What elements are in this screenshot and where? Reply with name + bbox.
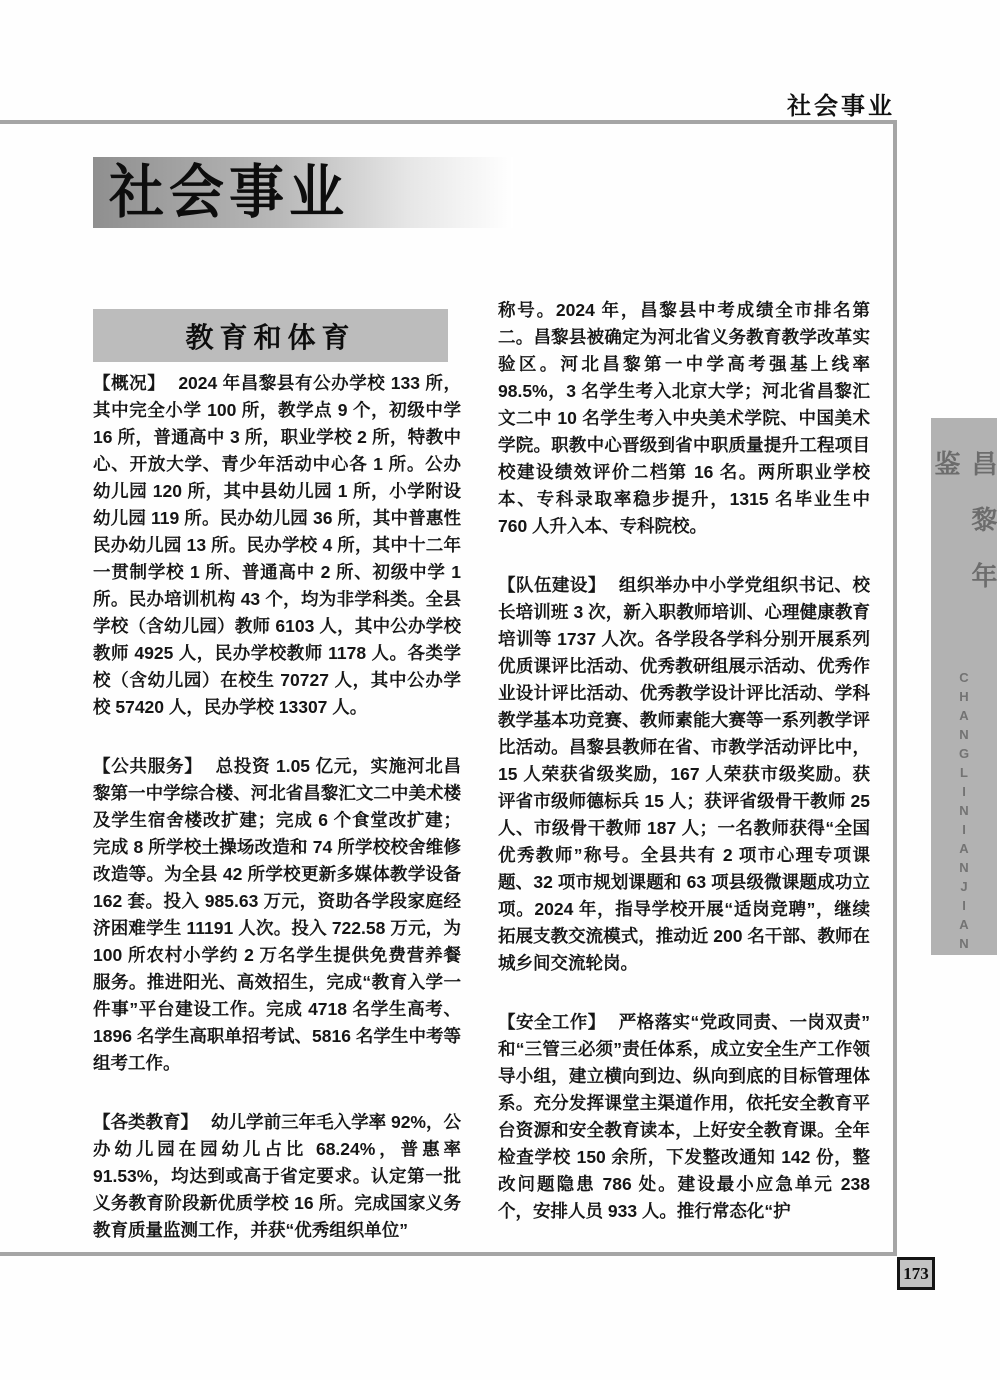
paragraph-public-services [93,753,461,1077]
paragraph-label: 【队伍建设】 [498,575,606,595]
paragraph-label: 【公共服务】 [93,756,203,776]
running-head: 社会事业 [787,94,895,120]
frame-right-border [893,120,897,1256]
side-tab-chinese-title: 昌黎年鉴 [931,450,997,618]
chapter-title: 社会事业 [109,159,350,225]
side-tab-yearbook [931,418,997,955]
paragraph-text: 严格落实“党政同责、一岗双责”和“三管三必须”责任体系，成立安全生产工作领导小组，建立横向到边、纵向到底的目标管理体系。充分发挥课堂主渠道作用，依托安全教育平台资源和安全教育读本，上好安全教育课。全年检查学校 150 余所，下发整改通知 142 份，整改问题隐患 786 处。建设最小应急单元 238 个，安排人员 933 人。推行常态化“护 [498,1012,871,1221]
paragraph-team-building [498,572,870,977]
paragraph-label: 【安全工作】 [498,1012,606,1032]
paragraph-text: 称号。2024 年，昌黎县中考成绩全市排名第二。昌黎县被确定为河北省义务教育教学改革实验区。河北昌黎第一中学高考强基上线率 98.5%，3 名学生考入北京大学；河北省昌黎汇文二中 10 名学生考入中央美术学院、中国美术学院。职教中心晋级到省中职质量提升工程项目校建设绩效评价二档第 16 名。两所职业学校本、专科录取率稳步提升，1315 名毕业生中 760 人升入本、专科院校。 [498,300,870,536]
paragraph-continuation [498,297,870,540]
text-column-left [93,370,461,1244]
paragraph-text: 幼儿学前三年毛入学率 92%，公办幼儿园在园幼儿占比 68.24%，普惠率 91.53%，均达到或高于省定要求。认定第一批义务教育阶段新优质学校 16 所。完成国家义务教育质量监测工作，并获“优秀组织单位” [93,1112,462,1240]
paragraph-safety-work [498,1009,870,1225]
frame-bottom-border [0,1252,897,1256]
paragraph-text: 总投资 1.05 亿元，实施河北昌黎第一中学综合楼、河北省昌黎汇文二中美术楼及学生宿舍楼改扩建；完成 6 个食堂改扩建；完成 8 所学校土操场改造和 74 所学校校舍维修改造等。为全县 42 所学校更新多媒体教学设备 162 套。投入 985.63 万元，资助各学段家庭经济困难学生 11191 人次。投入 722.58 万元，为 100 所农村小学约 2 万名学生提供免费营养餐服务。推进阳光、高效招生，完成“教育入学一件事”平台建设工作。完成 4718 名学生高考、1896 名学生高职单招考试、5816 名学生中考等组考工作。 [93,756,461,1073]
side-tab-pinyin-title: CHANGLINIANJIAN [956,670,972,955]
page-number-box [897,1257,935,1290]
page-number: 173 [903,1263,929,1283]
paragraph-education-types [93,1109,461,1244]
paragraph-text: 2024 年昌黎县有公办学校 133 所，其中完全小学 100 所，教学点 9 个，初级中学 16 所，普通高中 3 所，职业学校 2 所，特教中心、开放大学、青少年活动中心各 1 所。公办幼儿园 120 所，其中县幼儿园 1 所，小学附设幼儿园 119 所。民办幼儿园 36 所，其中普惠性民办幼儿园 13 所。民办学校 4 所，其中十二年一贯制学校 1 所、普通高中 2 所、初级中学 1 所。民办培训机构 43 个，均为非学科类。全县学校（含幼儿园）教师 6103 人，其中公办学校教师 4925 人，民办学校教师 1178 人。各类学校（含幼儿园）在校生 70727 人，其中公办学校 57420 人，民办学校 13307 人。 [93,373,462,717]
paragraph-overview [93,370,461,721]
paragraph-label: 【概况】 [93,373,166,393]
chapter-title-banner [93,157,513,228]
section-header-education-sports: 教育和体育 [93,309,448,362]
frame-top-border [0,120,897,124]
text-column-right [498,297,870,1225]
paragraph-text: 组织举办中小学党组织书记、校长培训班 3 次，新入职教师培训、心理健康教育培训等 1737 人次。各学段各学科分别开展系列优质课评比活动、优秀教研组展示活动、优秀作业设计评比活动、优秀教学设计评比活动、学科教学基本功竞赛、教师素能大赛等一系列教学评比活动。昌黎县教师在省、市教学活动评比中，15 人荣获省级奖励，167 人荣获市级奖励。获评省市级师德标兵 15 人；获评省级骨干教师 25 人、市级骨干教师 187 人；一名教师获得“全国优秀教师”称号。全县共有 2 项市心理专项课题、32 项市规划课题和 63 项县级微课题成功立项。2024 年，指导学校开展“适岗竞聘”，继续拓展支教交流模式，推动近 200 名干部、教师在城乡间交流轮岗。 [498,575,871,973]
paragraph-label: 【各类教育】 [93,1112,199,1132]
